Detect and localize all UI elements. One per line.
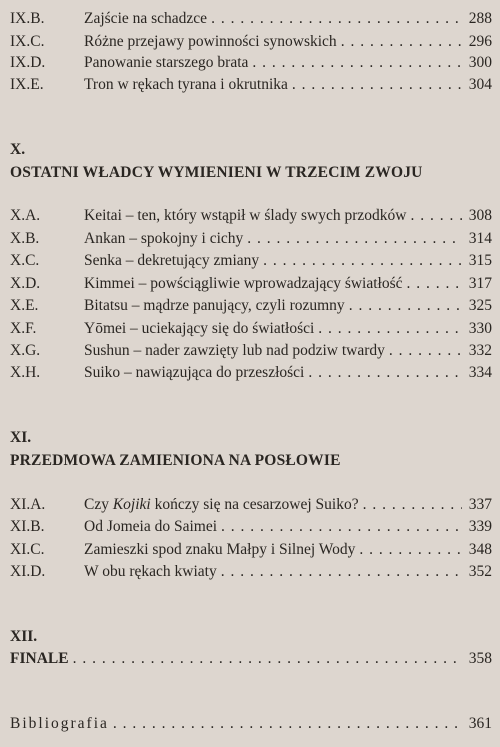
entry-title: Panowanie starszego brata (84, 54, 249, 71)
entry-code: X.C. (10, 252, 40, 269)
entry-code: X.A. (10, 207, 41, 224)
entry-title: Keitai – ten, który wstąpił w ślady swych przodków (84, 207, 407, 224)
entry-page: 314 (468, 230, 492, 247)
entry-title: Sushun – nader zawzięty lub nad podziw twardy (84, 342, 385, 359)
entry-page: 358 (468, 650, 492, 667)
entry-title: Bibliografia (10, 715, 109, 732)
entry-title: Różne przejawy powinności synowskich (84, 33, 337, 50)
entry-code: X.D. (10, 275, 41, 292)
toc-entry[interactable] (10, 650, 492, 672)
toc-entry[interactable] (10, 252, 492, 274)
dot-leader (308, 364, 462, 382)
entry-page: 304 (468, 76, 492, 93)
dot-leader (410, 207, 462, 225)
toc-entry[interactable] (10, 342, 492, 364)
entry-title: Kimmei – powściągliwie wprowadzający światłość (84, 275, 403, 292)
entry-page: 300 (468, 54, 492, 71)
toc-entry[interactable] (10, 33, 492, 55)
toc-entry[interactable] (10, 518, 492, 540)
entry-code: IX.E. (10, 76, 44, 93)
entry-title: W obu rękach kwiaty (84, 563, 217, 580)
entry-code: X.F. (10, 320, 37, 337)
dot-leader (221, 518, 462, 536)
toc-entry[interactable] (10, 10, 492, 32)
dot-leader (318, 320, 462, 338)
entry-title: Yōmei – uciekający się do światłości (84, 320, 315, 337)
chapter-number: XII. (10, 628, 38, 645)
entry-code: IX.B. (10, 10, 45, 27)
toc-entry[interactable] (10, 76, 492, 98)
entry-title: Tron w rękach tyrana i okrutnika (84, 76, 288, 93)
entry-page: 352 (468, 563, 492, 580)
toc-entry[interactable] (10, 715, 492, 737)
chapter-title: OSTATNI WŁADCY WYMIENIENI W TRZECIM ZWOJU (10, 164, 423, 181)
entry-code: IX.D. (10, 54, 46, 71)
entry-page: 361 (468, 715, 492, 732)
toc-entry[interactable] (10, 496, 492, 518)
entry-page: 330 (468, 320, 492, 337)
dot-leader (221, 563, 462, 581)
toc-entry[interactable] (10, 297, 492, 319)
entry-title: FINALE (10, 650, 69, 667)
toc-entry[interactable] (10, 54, 492, 76)
toc-entry[interactable] (10, 207, 492, 229)
entry-page: 339 (468, 518, 492, 535)
chapter-number: X. (10, 141, 26, 158)
toc-entry[interactable] (10, 541, 492, 563)
entry-title: Zajście na schadzce (84, 10, 208, 27)
entry-code: X.H. (10, 364, 41, 381)
chapter-number: XI. (10, 429, 32, 446)
entry-page: 334 (468, 364, 492, 381)
dot-leader (389, 342, 462, 360)
dot-leader (359, 541, 462, 559)
dot-leader (349, 297, 462, 315)
entry-title: Od Jomeia do Saimei (84, 518, 218, 535)
entry-code: XI.D. (10, 563, 46, 580)
dot-leader (363, 496, 462, 514)
toc-entry[interactable] (10, 275, 492, 297)
entry-code: XI.C. (10, 541, 45, 558)
entry-page: 315 (468, 252, 492, 269)
entry-code: X.G. (10, 342, 41, 359)
entry-page: 325 (468, 297, 492, 314)
dot-leader (247, 230, 462, 248)
toc-entry[interactable] (10, 320, 492, 342)
entry-page: 337 (468, 496, 492, 513)
entry-title: Zamieszki spod znaku Małpy i Silnej Wody (84, 541, 356, 558)
entry-title: Bitatsu – mądrze panujący, czyli rozumny (84, 297, 345, 314)
entry-code: XI.B. (10, 518, 45, 535)
entry-page: 348 (468, 541, 492, 558)
toc-entry[interactable] (10, 364, 492, 386)
title-italic: Kojiki (112, 496, 151, 513)
dot-leader (211, 10, 462, 28)
entry-code: XI.A. (10, 496, 46, 513)
entry-code: X.E. (10, 297, 39, 314)
entry-page: 296 (468, 33, 492, 50)
dot-leader (73, 650, 462, 668)
dot-leader (341, 33, 462, 51)
dot-leader (113, 715, 462, 733)
entry-page: 308 (468, 207, 492, 224)
entry-title: Suiko – nawiązująca do przeszłości (84, 364, 305, 381)
chapter-title: PRZEDMOWA ZAMIENIONA NA POSŁOWIE (10, 452, 341, 469)
entry-title (84, 496, 359, 514)
toc-entry[interactable] (10, 563, 492, 585)
entry-code: X.B. (10, 230, 40, 247)
entry-page: 317 (468, 275, 492, 292)
entry-page: 288 (468, 10, 492, 27)
dot-leader (263, 252, 462, 270)
title-part: kończy się na cesarzowej Suiko? (150, 496, 359, 513)
dot-leader (292, 76, 462, 94)
dot-leader (407, 275, 462, 293)
entry-code: IX.C. (10, 33, 45, 50)
entry-title: Senka – dekretujący zmiany (84, 252, 260, 269)
title-part: Czy (84, 496, 113, 513)
entry-title: Ankan – spokojny i cichy (84, 230, 244, 247)
toc-entry[interactable] (10, 230, 492, 252)
dot-leader (252, 54, 462, 72)
entry-page: 332 (468, 342, 492, 359)
